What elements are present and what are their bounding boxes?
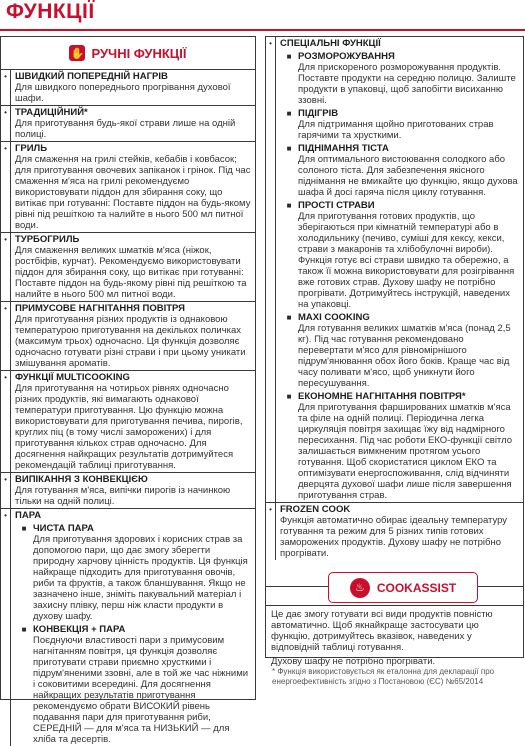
- sub-function-desc: Поєднуючи властивості пари з примусовим нагнітанням повітря, ця функція дозволяє приготувати страви приємно хрусткими і підрум'яненими ззовні, але в той же час ніжними і соковитими всередині. Для досягнення найкращих результатів приготування рекомендуємо обрати ВИСОКИЙ рівень подавання пари для приготування риби, СЕРЕДНІЙ — для м'яса та НИЗЬКИЙ — для хліба та десертів.: [33, 635, 249, 745]
- sub-function-name: ЧИСТА ПАРА: [33, 523, 94, 534]
- function-cell: [275, 503, 523, 560]
- manual-functions-header: [1, 37, 255, 70]
- sub-function: [280, 143, 520, 198]
- sub-function-desc: Для готування великих шматків м'яса (понад 2,5 кг). Під час готування рекомендовано перевертати м'ясо для рівномірнішого підрум'янювання обох його боків. Краще час від часу поливати м'ясо, щоб уникнути його пересушування.: [298, 323, 511, 389]
- function-cell: [10, 70, 255, 105]
- bullet: •: [4, 144, 7, 153]
- sub-function-cell: [298, 391, 520, 501]
- sub-function-desc: Для приготування фаршированих шматків м'яса та філе на одній полиці. Періодична легка циркуляція повітря захищає їжу від надмірного пересихання. Під час роботи ЕКО-функції світло залишається вимкненим протягом усього готування. Щоб скористатися циклом ЕКО та оптимізувати енергоспоживання, слід відчиняти дверцята духової шафи лише після завершення приготування страв.: [298, 402, 513, 501]
- function-cell: [10, 509, 255, 746]
- function-desc: Для приготування різних продуктів із однаковою температурою приготування на декількох поличках (максимум трьох) одночасно. Ця функція дозволяє одночасно готувати різні страви і при цьому уникати змішування ароматів.: [15, 314, 246, 369]
- sub-bullet: ■: [286, 392, 292, 401]
- bullet: •: [269, 505, 272, 514]
- function-desc: Функція автоматично обирає ідеальну температуру готування та режим для 5 різних типів готових заморожених продуктів. Духову шафу не потрібно прогрівати.: [280, 515, 508, 559]
- function-desc: Для приготування будь-якої страви лише на одній полиці.: [15, 118, 236, 140]
- chef-hat-icon: ♨: [350, 578, 370, 598]
- cookassist-title: COOKASSIST: [376, 580, 457, 595]
- function-row: [1, 370, 255, 472]
- bullet: •: [4, 235, 7, 244]
- function-cell: [275, 37, 523, 502]
- special-functions-table: [265, 36, 524, 606]
- hand-icon: ✋: [69, 45, 85, 61]
- function-cell: [10, 142, 255, 232]
- function-cell: [10, 106, 255, 141]
- function-desc: Для готування м'яса, випічки пирогів із начинкою тільки на одній полиці.: [15, 485, 231, 507]
- manual-functions-table: [0, 36, 256, 745]
- bullet: •: [269, 39, 272, 48]
- cookassist-section: [265, 572, 524, 667]
- sub-function-name: ЕКОНОМНЕ НАГНІТАННЯ ПОВІТРЯ*: [298, 391, 466, 402]
- sub-function-name: РОЗМОРОЖУВАННЯ: [298, 51, 395, 62]
- sub-function-name: ПІДІГРІВ: [298, 108, 339, 119]
- function-name: ПАРА: [15, 510, 42, 521]
- function-name: ВИПІКАННЯ З КОНВЕКЦІЄЮ: [15, 474, 148, 485]
- sub-function-desc: Для оптимального вистоювання солодкого або солоного тіста. Для забезпечення якісного піднімання не вмикайте цю функцію, якщо духова шафа й досі гаряча після циклу готування.: [298, 154, 518, 198]
- footnote: * Функція використовується як еталонна для декларації про енергоефективність згідно з Постановою (ЄС) №65/2014: [272, 667, 495, 686]
- sub-function: [15, 624, 252, 745]
- function-row: [1, 232, 255, 301]
- sub-function: [280, 391, 520, 501]
- sub-bullet: ■: [21, 625, 27, 634]
- cookassist-text: Це дає змогу готувати всі види продуктів повністю автоматично. Щоб якнайкраще застосувати цю функцію, дотримуйтесь вказівок, наведених у відповідній таблиці готування.: [271, 609, 493, 653]
- sub-function: [280, 200, 520, 310]
- function-cell: [10, 233, 255, 301]
- sub-function-desc: Для підтримання щойно приготованих страв гарячими та хрусткими.: [298, 119, 494, 141]
- sub-function-desc: Для прискореного розморожування продуктів. Поставте продукти на середню полицю. Залиште продукти в упаковці, щоб запобігти висиханню ззовні.: [298, 62, 516, 106]
- function-row: [1, 105, 255, 141]
- sub-function-name: ПІДНІМАННЯ ТІСТА: [298, 143, 389, 154]
- function-name: ШВИДКИЙ ПОПЕРЕДНІЙ НАГРІВ: [15, 71, 168, 82]
- manual-functions-rows: [1, 70, 255, 746]
- function-name: ТУРБОГРИЛЬ: [15, 234, 80, 245]
- function-row: [266, 37, 523, 502]
- sub-function: [280, 312, 520, 389]
- manual-functions-title: РУЧНІ ФУНКЦІЇ: [91, 45, 187, 61]
- bullet: •: [4, 373, 7, 382]
- function-desc: Для приготування на чотирьох рівнях одночасно різних продуктів, які вимагають однакової температури приготування. Цю функцію можна використовувати для приготування печива, пирогів, круглих піц (в тому числі заморожених) і для приготування кількох страв одночасно. Для досягнення найкращих результатів дотримуйтеся рекомендацій таблиці приготування.: [15, 383, 243, 471]
- sub-function-name: MAXI COOKING: [298, 312, 370, 323]
- page-title: ФУНКЦІЇ: [6, 0, 95, 23]
- function-cell: [10, 371, 255, 472]
- sub-function-cell: [298, 312, 520, 389]
- function-name: СПЕЦІАЛЬНІ ФУНКЦІЇ: [280, 38, 381, 49]
- function-row: [1, 472, 255, 508]
- sub-function: [280, 108, 520, 141]
- sub-bullet: ■: [286, 109, 292, 118]
- sub-function-cell: [33, 624, 252, 745]
- function-row: [1, 508, 255, 746]
- function-name: ФУНКЦІЇ MULTICOOKING: [15, 372, 130, 383]
- function-name: ТРАДИЦІЙНИЙ*: [15, 107, 88, 118]
- sub-function-cell: [298, 200, 520, 310]
- function-row: [266, 502, 523, 560]
- function-name: ГРИЛЬ: [15, 143, 48, 154]
- function-name: FROZEN COOK: [280, 504, 351, 515]
- function-desc: Для смаження на грилі стейків, кебабів і ковбасок; для приготування овочевих запіканок і грінок. Під час смаження м'яса на грилі рекомендуємо використовувати піддон для збирання соку, що витікає при готуванні: Поставте піддон на будь-якому рівні під решіткою та налийте в нього 500 мл питної води.: [15, 154, 251, 231]
- cookassist-note: Духову шафу не потрібно прогрівати.: [271, 656, 436, 667]
- bullet: •: [4, 304, 7, 313]
- sub-function-cell: [298, 51, 520, 106]
- bullet: •: [4, 108, 7, 117]
- title-divider: [0, 29, 525, 31]
- sub-function-desc: Для приготування здорових і корисних страв за допомогою пари, що дає змогу зберегти природну харчову цінність продуктів. Ця функція найкраще підходить для приготування овочів, риби та фруктів, а також бланшування. Якщо не зазначено інше, зніміть пакувальний матеріал і захисну плівку, перш ніж класти продукти в духову шафу.: [33, 534, 248, 622]
- sub-function-desc: Для приготування готових продуктів, що зберігаються при кімнатній температурі або в холодильнику (печиво, суміші для кексу, кекси, страви з макаронів та хлібобулочні вироби). Функція готує всі страви швидко та обережно, а також її можна використовувати для розігрівання вже готових страв. Духову шафу не потрібно прогрівати. Дотримуйтесь інструкцій, наведених на упаковці.: [298, 211, 515, 310]
- cookassist-header: [328, 572, 478, 603]
- sub-function-name: ПРОСТІ СТРАВИ: [298, 200, 375, 211]
- sub-function-cell: [298, 143, 520, 198]
- function-desc: Для швидкого попереднього прогрівання духової шафи.: [15, 82, 231, 104]
- function-cell: [10, 473, 255, 508]
- function-row: [1, 141, 255, 232]
- sub-function: [280, 51, 520, 106]
- sub-bullet: ■: [286, 201, 292, 210]
- function-desc: Для смаження великих шматків м'яса (ніжок, ростбіфів, курчат). Рекомендуємо використовувати піддон для збирання соку, що витікає при готуванні: Поставте піддон на будь-якому рівні під решіткою та налийте в нього 500 мл питної води.: [15, 245, 247, 300]
- sub-function-name: КОНВЕКЦІЯ + ПАРА: [33, 624, 126, 635]
- function-row: [1, 301, 255, 370]
- bullet: •: [4, 72, 7, 81]
- sub-function-cell: [33, 523, 252, 622]
- bullet: •: [4, 475, 7, 484]
- sub-bullet: ■: [21, 524, 27, 533]
- bullet: •: [4, 511, 7, 520]
- special-functions-rows: [266, 37, 523, 560]
- function-name: ПРИМУСОВЕ НАГНІТАННЯ ПОВІТРЯ: [15, 303, 185, 314]
- function-row: [1, 70, 255, 105]
- function-cell: [10, 302, 255, 370]
- sub-bullet: ■: [286, 313, 292, 322]
- sub-function-cell: [298, 108, 520, 141]
- sub-function: [15, 523, 252, 622]
- sub-bullet: ■: [286, 144, 292, 153]
- sub-bullet: ■: [286, 52, 292, 61]
